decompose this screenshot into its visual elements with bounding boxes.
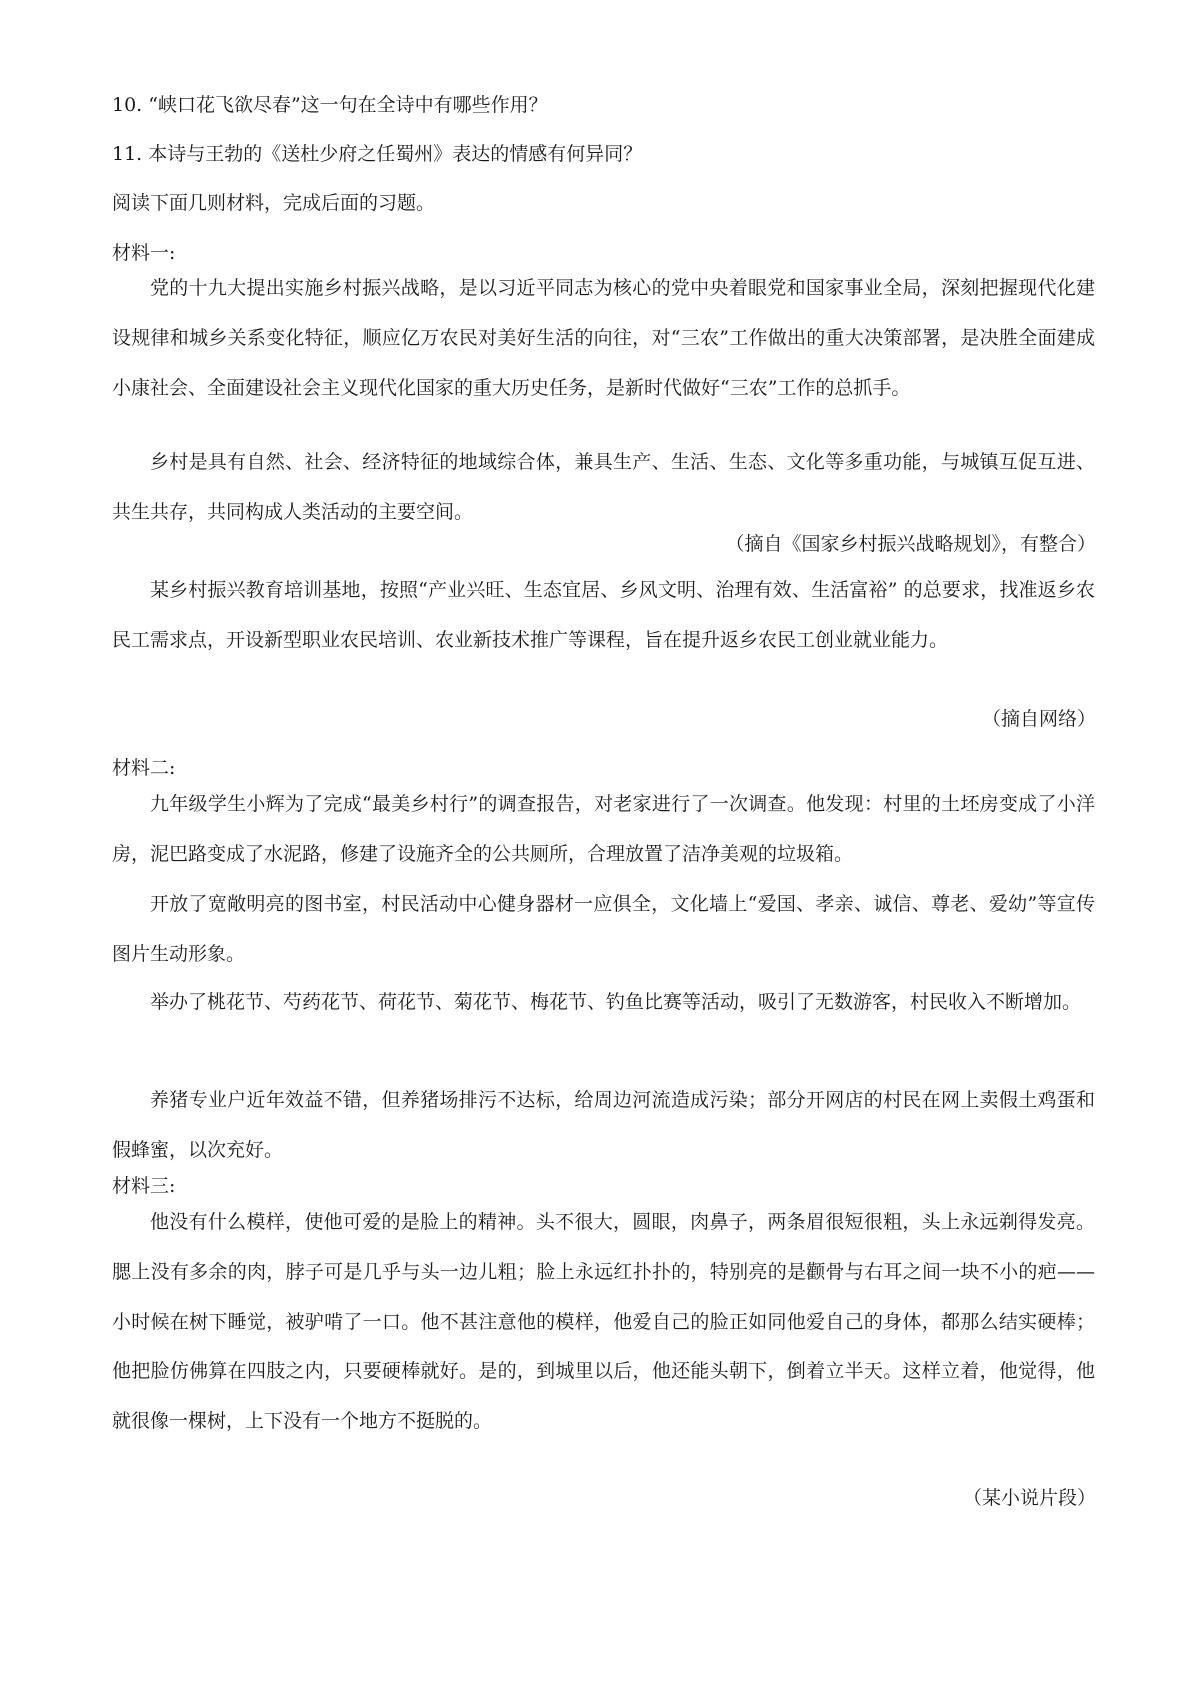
material1-source-2: （摘自网络） [981, 708, 1096, 730]
material1-heading: 材料一: [112, 242, 176, 264]
material1-paragraph-1: 党的十九大提出实施乡村振兴战略，是以习近平同志为核心的党中央着眼党和国家事业全局，深刻把握现代化建设规律和城乡关系变化特征，顺应亿万农民对美好生活的向往，对“三农”工作做出的重大决策部署，是决胜全面建成小康社会、全面建设社会主义现代化国家的重大历史任务，是新时代做好“三农”工作的总抓手。 [112, 277, 1095, 399]
material1-source-1: （摘自《国家乡村振兴战略规划》，有整合） [725, 533, 1096, 555]
reading-instruction: 阅读下面几则材料，完成后面的习题。 [112, 192, 436, 214]
material2-paragraph-4: 养猪专业户近年效益不错，但养猪场排污不达标，给周边河流造成污染；部分开网店的村民在网上卖假土鸡蛋和假蜂蜜，以次充好。 [112, 1089, 1095, 1161]
question-11: 11. 本诗与王勃的《送杜少府之任蜀州》表达的情感有何异同？ [112, 143, 643, 165]
material3-source: （某小说片段） [962, 1487, 1096, 1509]
material2-paragraph-1: 九年级学生小辉为了完成“最美乡村行”的调查报告，对老家进行了一次调查。他发现：村里的土坯房变成了小洋房，泥巴路变成了水泥路，修建了设施齐全的公共厕所，合理放置了洁净美观的垃圾箱。 [112, 793, 1095, 865]
material1-paragraph-3: 某乡村振兴教育培训基地，按照“产业兴旺、生态宜居、乡风文明、治理有效、生活富裕” 的总要求，找准返乡农民工需求点，开设新型职业农民培训、农业新技术推广等课程，旨在提升返乡农民工创业就业能力。 [112, 579, 1095, 651]
material2-paragraph-2: 开放了宽敞明亮的图书室，村民活动中心健身器材一应俱全，文化墙上“爱国、孝亲、诚信、尊老、爱幼”等宣传图片生动形象。 [112, 893, 1095, 965]
material3-paragraph: 他没有什么模样，使他可爱的是脸上的精神。头不很大，圆眼，肉鼻子，两条眉很短很粗，头上永远剃得发亮。腮上没有多余的肉，脖子可是几乎与头一边儿粗；脸上永远红扑扑的，特别亮的是颧骨与右耳之间一块不小的疤——小时候在树下睡觉，被驴啃了一口。他不甚注意他的模样，他爱自己的脸正如同他爱自己的身体，都那么结实硬棒；他把脸仿佛算在四肢之内，只要硬棒就好。是的，到城里以后，他还能头朝下，倒着立半天。这样立着，他觉得，他就很像一棵树，上下没有一个地方不挺脱的。 [112, 1211, 1095, 1433]
material2-paragraph-3: 举办了桃花节、芍药花节、荷花节、菊花节、梅花节、钓鱼比赛等活动，吸引了无数游客，村民收入不断增加。 [150, 991, 1082, 1013]
question-10: 10. “峡口花飞欲尽春”这一句在全诗中有哪些作用？ [112, 94, 548, 116]
material3-heading: 材料三: [112, 1175, 176, 1197]
material1-paragraph-2: 乡村是具有自然、社会、经济特征的地域综合体，兼具生产、生活、生态、文化等多重功能，与城镇互促互进、共生共存，共同构成人类活动的主要空间。 [112, 451, 1095, 523]
material2-heading: 材料二: [112, 757, 176, 779]
